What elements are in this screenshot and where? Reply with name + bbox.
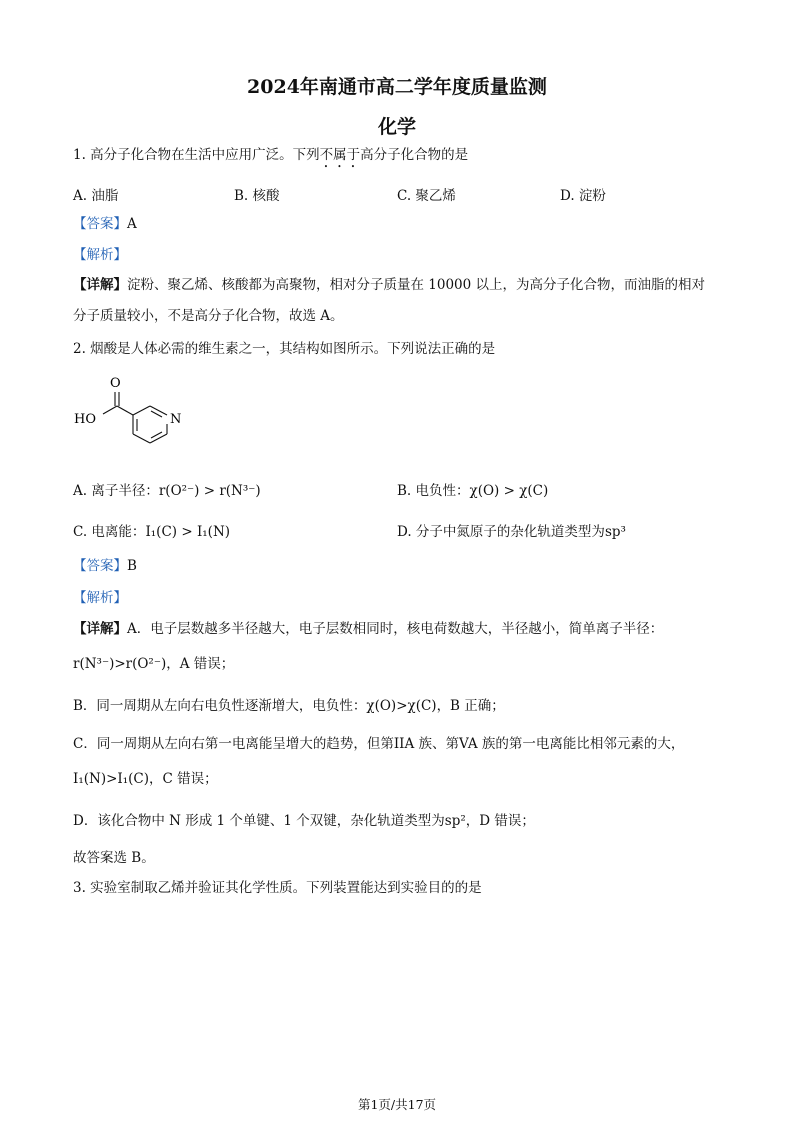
hydroxyl-label: HO [74,412,96,427]
q2-analysis-tag: 【解析】 [73,590,127,606]
q2-stem: 2. 烟酸是人体必需的维生素之一，其结构如图所示。下列说法正确的是 [73,341,496,357]
q2-detail-a-line-1: 【详解】A．电子层数越多半径越大，电子层数相同时，核电荷数越大，半径越小，简单离子半径： [73,621,664,637]
q1-stem: 1. 高分子化合物在生活中应用广泛。下列不属于高分子化合物的是 [73,147,469,163]
exam-title: 2024年南通市高二学年度质量监测 [247,76,547,98]
q2-detail-d: D．该化合物中 N 形成 1 个单键、1 个双键，杂化轨道类型为sp²，D 错误； [73,813,535,829]
q3-stem: 3. 实验室制取乙烯并验证其化学性质。下列装置能达到实验目的的是 [73,880,482,896]
q1-analysis-tag: 【解析】 [73,247,127,263]
page-number: 第1页/共17页 [357,1097,437,1112]
q1-option-b: B. 核酸 [234,188,280,204]
q2-detail-c-line-1: C．同一周期从左向右第一电离能呈增大的趋势，但第IIA 族、第VA 族的第一电离能比相邻元素的大， [73,736,685,752]
q2-option-d-expr: sp³ [604,524,626,540]
q1-option-a: A. 油脂 [73,188,119,204]
subject-title: 化学 [377,116,416,138]
q1-emphasis: 不属于 [319,147,361,163]
q2-detail-b: B．同一周期从左向右电负性逐渐增大，电负性：χ(O)>χ(C)，B 正确； [73,698,505,714]
q2-option-d: D. 分子中氮原子的杂化轨道类型为sp³ [397,524,626,540]
q2-detail-a-line-2: r(N³⁻)>r(O²⁻)，A 错误； [73,656,235,672]
nitrogen-label: N [170,412,182,427]
oxygen-label: O [110,376,121,391]
q2-conclusion: 故答案选 B。 [73,850,155,866]
q1-option-d: D. 淀粉 [560,188,606,204]
q2-option-b-expr: χ(O) > χ(C) [469,483,549,499]
q1-detail-line-2: 分子质量较小，不是高分子化合物，故选 A。 [73,308,344,324]
q2-option-a: A. 离子半径：r(O²⁻) > r(N³⁻) [73,483,261,499]
q2-answer: 【答案】B [73,558,137,574]
q2-option-b: B. 电负性：χ(O) > χ(C) [397,483,549,499]
q2-option-c: C. 电离能：I₁(C) > I₁(N) [73,524,231,540]
q2-option-c-expr: I₁(C) > I₁(N) [145,524,231,540]
nicotinic-acid-structure [72,372,192,452]
q2-option-a-expr: r(O²⁻) > r(N³⁻) [158,483,261,499]
q1-option-c: C. 聚乙烯 [397,188,456,204]
q2-detail-c-line-2: I₁(N)>I₁(C)，C 错误； [73,771,218,787]
q1-answer: 【答案】A [73,216,137,232]
q1-detail-line-1: 【详解】淀粉、聚乙烯、核酸都为高聚物，相对分子质量在 10000 以上，为高分子化合物，而油脂的相对 [73,277,706,293]
